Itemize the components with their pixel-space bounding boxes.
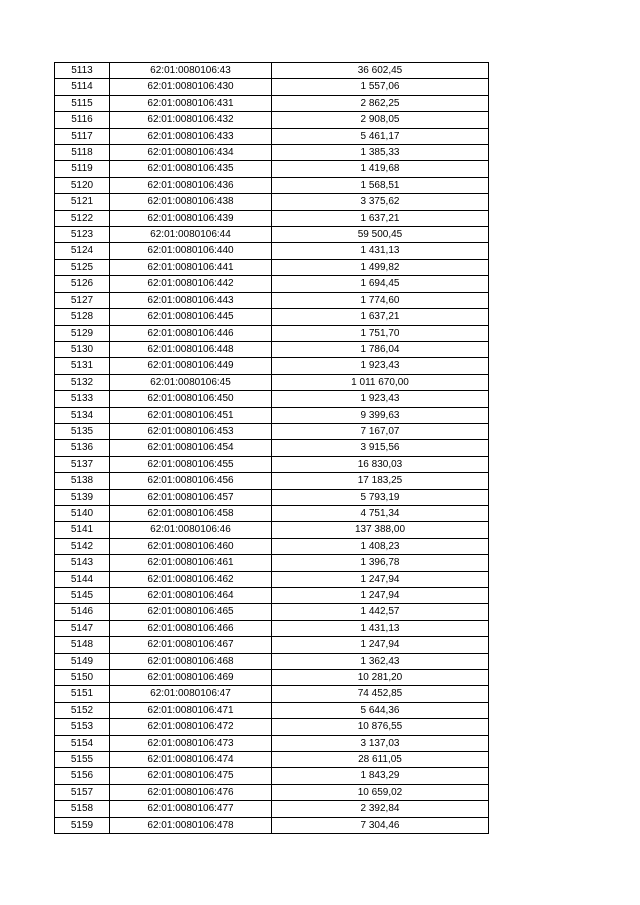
table-row: [55, 768, 489, 784]
row-number-cell: 5141: [55, 522, 110, 538]
cadastral-number-cell: 62:01:0080106:434: [110, 145, 272, 161]
table-row: [55, 440, 489, 456]
table-row: [55, 128, 489, 144]
table-row: [55, 522, 489, 538]
row-number-cell: 5118: [55, 145, 110, 161]
table-row: [55, 702, 489, 718]
table-row: [55, 571, 489, 587]
cadastral-value-cell: 7 304,46: [272, 817, 489, 833]
table-row: [55, 670, 489, 686]
cadastral-number-cell: 62:01:0080106:461: [110, 555, 272, 571]
cadastral-number-cell: 62:01:0080106:47: [110, 686, 272, 702]
cadastral-value-cell: 10 281,20: [272, 670, 489, 686]
cadastral-value-cell: 1 568,51: [272, 177, 489, 193]
table-row: [55, 456, 489, 472]
cadastral-number-cell: 62:01:0080106:473: [110, 735, 272, 751]
table-row: [55, 719, 489, 735]
cadastral-value-cell: 59 500,45: [272, 227, 489, 243]
row-number-cell: 5157: [55, 784, 110, 800]
cadastral-value-cell: 1 637,21: [272, 210, 489, 226]
table-row: [55, 604, 489, 620]
cadastral-number-cell: 62:01:0080106:432: [110, 112, 272, 128]
table-row: [55, 309, 489, 325]
row-number-cell: 5134: [55, 407, 110, 423]
table-row: [55, 423, 489, 439]
table-row: [55, 358, 489, 374]
cadastral-value-cell: 5 793,19: [272, 489, 489, 505]
row-number-cell: 5147: [55, 620, 110, 636]
cadastral-number-cell: 62:01:0080106:442: [110, 276, 272, 292]
row-number-cell: 5123: [55, 227, 110, 243]
cadastral-number-cell: 62:01:0080106:465: [110, 604, 272, 620]
row-number-cell: 5114: [55, 79, 110, 95]
row-number-cell: 5153: [55, 719, 110, 735]
cadastral-value-cell: 1 786,04: [272, 341, 489, 357]
cadastral-value-cell: 3 137,03: [272, 735, 489, 751]
row-number-cell: 5144: [55, 571, 110, 587]
row-number-cell: 5148: [55, 637, 110, 653]
cadastral-value-cell: 2 908,05: [272, 112, 489, 128]
cadastral-value-cell: 10 876,55: [272, 719, 489, 735]
table-row: [55, 194, 489, 210]
row-number-cell: 5129: [55, 325, 110, 341]
row-number-cell: 5113: [55, 63, 110, 79]
table-row: [55, 801, 489, 817]
table-body: [55, 63, 489, 834]
row-number-cell: 5121: [55, 194, 110, 210]
table-row: [55, 259, 489, 275]
cadastral-value-cell: 1 774,60: [272, 292, 489, 308]
cadastral-value-cell: 1 247,94: [272, 588, 489, 604]
row-number-cell: 5156: [55, 768, 110, 784]
table-row: [55, 473, 489, 489]
cadastral-value-cell: 5 461,17: [272, 128, 489, 144]
cadastral-value-cell: 1 362,43: [272, 653, 489, 669]
cadastral-number-cell: 62:01:0080106:438: [110, 194, 272, 210]
cadastral-value-cell: 1 442,57: [272, 604, 489, 620]
row-number-cell: 5120: [55, 177, 110, 193]
table-row: [55, 227, 489, 243]
table-row: [55, 276, 489, 292]
table-row: [55, 374, 489, 390]
table-row: [55, 341, 489, 357]
cadastral-value-cell: 1 431,13: [272, 620, 489, 636]
cadastral-value-cell: 1 751,70: [272, 325, 489, 341]
row-number-cell: 5159: [55, 817, 110, 833]
cadastral-value-cell: 5 644,36: [272, 702, 489, 718]
cadastral-number-cell: 62:01:0080106:474: [110, 752, 272, 768]
cadastral-number-cell: 62:01:0080106:443: [110, 292, 272, 308]
cadastral-number-cell: 62:01:0080106:46: [110, 522, 272, 538]
cadastral-number-cell: 62:01:0080106:453: [110, 423, 272, 439]
cadastral-value-cell: 7 167,07: [272, 423, 489, 439]
cadastral-number-cell: 62:01:0080106:476: [110, 784, 272, 800]
row-number-cell: 5137: [55, 456, 110, 472]
row-number-cell: 5139: [55, 489, 110, 505]
cadastral-number-cell: 62:01:0080106:464: [110, 588, 272, 604]
cadastral-number-cell: 62:01:0080106:433: [110, 128, 272, 144]
cadastral-value-cell: 1 499,82: [272, 259, 489, 275]
cadastral-number-cell: 62:01:0080106:441: [110, 259, 272, 275]
table-row: [55, 817, 489, 833]
cadastral-value-cell: 1 247,94: [272, 571, 489, 587]
cadastral-number-cell: 62:01:0080106:449: [110, 358, 272, 374]
cadastral-number-cell: 62:01:0080106:456: [110, 473, 272, 489]
cadastral-number-cell: 62:01:0080106:439: [110, 210, 272, 226]
cadastral-number-cell: 62:01:0080106:477: [110, 801, 272, 817]
cadastral-value-cell: 1 408,23: [272, 538, 489, 554]
table-row: [55, 620, 489, 636]
cadastral-number-cell: 62:01:0080106:44: [110, 227, 272, 243]
cadastral-value-cell: 1 694,45: [272, 276, 489, 292]
row-number-cell: 5132: [55, 374, 110, 390]
cadastral-number-cell: 62:01:0080106:467: [110, 637, 272, 653]
cadastral-number-cell: 62:01:0080106:469: [110, 670, 272, 686]
table-row: [55, 407, 489, 423]
cadastral-value-cell: 17 183,25: [272, 473, 489, 489]
cadastral-number-cell: 62:01:0080106:475: [110, 768, 272, 784]
cadastral-value-cell: 10 659,02: [272, 784, 489, 800]
table-row: [55, 752, 489, 768]
cadastral-value-cell: 4 751,34: [272, 505, 489, 521]
row-number-cell: 5155: [55, 752, 110, 768]
cadastral-number-cell: 62:01:0080106:436: [110, 177, 272, 193]
row-number-cell: 5158: [55, 801, 110, 817]
row-number-cell: 5145: [55, 588, 110, 604]
table-row: [55, 588, 489, 604]
cadastral-number-cell: 62:01:0080106:454: [110, 440, 272, 456]
cadastral-value-cell: 28 611,05: [272, 752, 489, 768]
cadastral-value-cell: 36 602,45: [272, 63, 489, 79]
row-number-cell: 5152: [55, 702, 110, 718]
table-row: [55, 489, 489, 505]
cadastral-value-cell: 1 637,21: [272, 309, 489, 325]
row-number-cell: 5140: [55, 505, 110, 521]
cadastral-value-cell: 1 011 670,00: [272, 374, 489, 390]
table-row: [55, 243, 489, 259]
cadastral-number-cell: 62:01:0080106:457: [110, 489, 272, 505]
table-row: [55, 735, 489, 751]
cadastral-value-table: [54, 62, 489, 834]
table-row: [55, 112, 489, 128]
cadastral-value-cell: 1 396,78: [272, 555, 489, 571]
row-number-cell: 5135: [55, 423, 110, 439]
row-number-cell: 5130: [55, 341, 110, 357]
cadastral-value-cell: 137 388,00: [272, 522, 489, 538]
cadastral-number-cell: 62:01:0080106:472: [110, 719, 272, 735]
cadastral-value-cell: 1 557,06: [272, 79, 489, 95]
cadastral-number-cell: 62:01:0080106:478: [110, 817, 272, 833]
table-row: [55, 686, 489, 702]
row-number-cell: 5128: [55, 309, 110, 325]
row-number-cell: 5154: [55, 735, 110, 751]
cadastral-value-cell: 1 431,13: [272, 243, 489, 259]
cadastral-number-cell: 62:01:0080106:462: [110, 571, 272, 587]
row-number-cell: 5146: [55, 604, 110, 620]
row-number-cell: 5127: [55, 292, 110, 308]
cadastral-number-cell: 62:01:0080106:431: [110, 95, 272, 111]
cadastral-number-cell: 62:01:0080106:430: [110, 79, 272, 95]
cadastral-number-cell: 62:01:0080106:440: [110, 243, 272, 259]
table-row: [55, 637, 489, 653]
row-number-cell: 5122: [55, 210, 110, 226]
cadastral-value-cell: 1 247,94: [272, 637, 489, 653]
cadastral-number-cell: 62:01:0080106:451: [110, 407, 272, 423]
row-number-cell: 5116: [55, 112, 110, 128]
table-row: [55, 210, 489, 226]
cadastral-value-cell: 1 923,43: [272, 391, 489, 407]
row-number-cell: 5117: [55, 128, 110, 144]
table-row: [55, 538, 489, 554]
row-number-cell: 5142: [55, 538, 110, 554]
cadastral-value-cell: 2 862,25: [272, 95, 489, 111]
row-number-cell: 5119: [55, 161, 110, 177]
row-number-cell: 5138: [55, 473, 110, 489]
table-row: [55, 161, 489, 177]
cadastral-value-cell: 1 923,43: [272, 358, 489, 374]
cadastral-value-cell: 9 399,63: [272, 407, 489, 423]
table-row: [55, 325, 489, 341]
table-row: [55, 555, 489, 571]
cadastral-number-cell: 62:01:0080106:458: [110, 505, 272, 521]
cadastral-value-cell: 1 385,33: [272, 145, 489, 161]
cadastral-value-cell: 1 843,29: [272, 768, 489, 784]
row-number-cell: 5150: [55, 670, 110, 686]
table-row: [55, 145, 489, 161]
cadastral-number-cell: 62:01:0080106:43: [110, 63, 272, 79]
cadastral-value-cell: 2 392,84: [272, 801, 489, 817]
table-row: [55, 177, 489, 193]
table-row: [55, 63, 489, 79]
row-number-cell: 5151: [55, 686, 110, 702]
cadastral-number-cell: 62:01:0080106:448: [110, 341, 272, 357]
table-row: [55, 784, 489, 800]
table-row: [55, 79, 489, 95]
cadastral-number-cell: 62:01:0080106:45: [110, 374, 272, 390]
row-number-cell: 5126: [55, 276, 110, 292]
cadastral-number-cell: 62:01:0080106:450: [110, 391, 272, 407]
cadastral-number-cell: 62:01:0080106:446: [110, 325, 272, 341]
cadastral-value-cell: 3 915,56: [272, 440, 489, 456]
cadastral-number-cell: 62:01:0080106:455: [110, 456, 272, 472]
table-row: [55, 391, 489, 407]
cadastral-value-cell: 1 419,68: [272, 161, 489, 177]
cadastral-value-cell: 16 830,03: [272, 456, 489, 472]
row-number-cell: 5133: [55, 391, 110, 407]
cadastral-number-cell: 62:01:0080106:468: [110, 653, 272, 669]
table-row: [55, 95, 489, 111]
table-row: [55, 653, 489, 669]
cadastral-value-cell: 74 452,85: [272, 686, 489, 702]
row-number-cell: 5124: [55, 243, 110, 259]
cadastral-number-cell: 62:01:0080106:445: [110, 309, 272, 325]
cadastral-number-cell: 62:01:0080106:466: [110, 620, 272, 636]
cadastral-number-cell: 62:01:0080106:471: [110, 702, 272, 718]
row-number-cell: 5143: [55, 555, 110, 571]
row-number-cell: 5149: [55, 653, 110, 669]
row-number-cell: 5131: [55, 358, 110, 374]
cadastral-number-cell: 62:01:0080106:435: [110, 161, 272, 177]
row-number-cell: 5115: [55, 95, 110, 111]
row-number-cell: 5125: [55, 259, 110, 275]
table-row: [55, 505, 489, 521]
cadastral-value-cell: 3 375,62: [272, 194, 489, 210]
cadastral-number-cell: 62:01:0080106:460: [110, 538, 272, 554]
table-row: [55, 292, 489, 308]
row-number-cell: 5136: [55, 440, 110, 456]
